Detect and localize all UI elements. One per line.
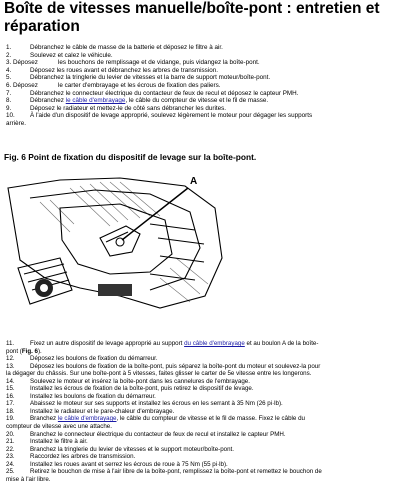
list-item bbox=[6, 476, 412, 484]
list-item bbox=[6, 423, 412, 431]
step-number: 1. bbox=[6, 44, 12, 51]
step-number: 18. bbox=[6, 407, 15, 415]
step-text: Déposez les boulons de fixation de la boîte-pont, puis séparez la boîte-pont du moteur et soulevez-la pour bbox=[30, 362, 321, 370]
list-item bbox=[6, 378, 412, 386]
step-number: 19. bbox=[6, 415, 15, 423]
step-number: 7. bbox=[6, 89, 12, 97]
step-text: Soulevez et calez le véhicule. bbox=[30, 51, 113, 59]
list-item bbox=[6, 431, 412, 439]
clutch-cable-link[interactable]: du câble d'embrayage bbox=[184, 340, 245, 347]
transaxle-lifting-point-illustration bbox=[0, 168, 230, 318]
list-item bbox=[6, 408, 412, 416]
step-text: mise à l'air libre. bbox=[6, 475, 51, 483]
callout-label: A bbox=[190, 176, 198, 187]
list-item bbox=[6, 90, 410, 98]
list-item bbox=[6, 74, 410, 82]
step-number: 6. Déposez bbox=[6, 81, 38, 89]
list-item bbox=[6, 370, 412, 378]
step-text: Installez les écrous de fixation de la boîte-pont, puis retirez le dispositif de levage. bbox=[30, 385, 254, 393]
list-item bbox=[6, 59, 410, 67]
step-number: 2. bbox=[6, 51, 12, 59]
list-item bbox=[6, 438, 412, 446]
step-number: 11. bbox=[6, 340, 15, 347]
step-text: Déposez les boulons de fixation du démarreur. bbox=[30, 355, 158, 363]
step-number: 23. bbox=[6, 453, 15, 461]
step-text: Retirez le bouchon de mise à l'air libre de la boîte-pont, remplissez la boîte-pont et remettez le bouchon de bbox=[30, 468, 322, 476]
step-text: , le câble du compteur de vitesse et le fil de masse. bbox=[125, 97, 269, 105]
step-number: 9. bbox=[6, 104, 12, 112]
step-text: le carter d'embrayage et les écrous de fixation des paliers. bbox=[58, 81, 221, 89]
step-text: À l'aide d'un dispositif de levage approprié, soulevez légèrement le moteur pour dégager les supports bbox=[30, 112, 313, 120]
installation-steps-list bbox=[6, 340, 412, 483]
step-number: 25. bbox=[6, 468, 15, 476]
step-text: ). bbox=[38, 347, 42, 355]
step-number: 13. bbox=[6, 362, 15, 370]
step-number: 14. bbox=[6, 377, 15, 385]
clutch-cable-link[interactable]: le câble d'embrayage bbox=[65, 97, 126, 105]
step-text: Fixez un autre dispositif de levage approprié au support bbox=[30, 340, 185, 347]
list-item bbox=[6, 120, 410, 128]
title-line-2: réparation bbox=[4, 18, 80, 35]
list-item bbox=[6, 348, 412, 356]
step-number: 12. bbox=[6, 355, 15, 363]
step-text: Installez les boulons de fixation du démarreur. bbox=[30, 392, 156, 400]
step-text: Installez le filtre à air. bbox=[30, 438, 88, 446]
step-text: , le câble du compteur de vitesse et le fil de masse. Fixez le câble du bbox=[116, 415, 305, 423]
list-item bbox=[6, 468, 412, 476]
list-item bbox=[6, 446, 412, 454]
list-item bbox=[6, 393, 412, 401]
step-number: 21. bbox=[6, 438, 15, 446]
list-item bbox=[6, 340, 412, 348]
step-number: 3. Déposez bbox=[6, 59, 38, 67]
step-text: Raccordez les arbres de transmission. bbox=[30, 453, 136, 461]
step-number: 24. bbox=[6, 460, 15, 468]
step-text: Branchez le connecteur électrique du contacteur de feux de recul et installez le capteur PMH. bbox=[30, 430, 286, 438]
step-text: et au boulon A de la boîte- bbox=[244, 340, 319, 347]
list-item bbox=[6, 453, 412, 461]
title-line-1: Boîte de vitesses manuelle/boîte-pont : entretien et bbox=[4, 0, 380, 17]
step-number: 5. bbox=[6, 74, 12, 82]
list-item bbox=[6, 67, 410, 75]
step-number: 15. bbox=[6, 385, 15, 393]
step-text: Débranchez bbox=[30, 97, 66, 105]
figure-reference: Fig. 6 bbox=[21, 347, 38, 355]
step-text: Soulevez le moteur et insérez la boîte-pont dans les cannelures de l'embrayage. bbox=[30, 377, 250, 385]
step-text: compteur de vitesse avec une attache. bbox=[6, 423, 112, 431]
step-number: 16. bbox=[6, 392, 15, 400]
list-item bbox=[6, 363, 412, 371]
list-item bbox=[6, 415, 412, 423]
clutch-cable-link[interactable]: le câble d'embrayage bbox=[57, 415, 117, 423]
page-title bbox=[4, 0, 412, 36]
step-text: les bouchons de remplissage et de vidange, puis vidangez la boîte-pont. bbox=[58, 59, 260, 67]
list-item bbox=[6, 385, 412, 393]
step-text: pont ( bbox=[6, 347, 22, 355]
step-number: 17. bbox=[6, 400, 15, 408]
step-number: 8. bbox=[6, 97, 12, 105]
list-item bbox=[6, 97, 410, 105]
list-item bbox=[6, 44, 410, 52]
step-text: Débranchez le câble de masse de la batterie et déposez le filtre à air. bbox=[30, 44, 223, 51]
list-item bbox=[6, 400, 412, 408]
list-item bbox=[6, 461, 412, 469]
step-number: 22. bbox=[6, 445, 15, 453]
transaxle-drawing bbox=[0, 168, 230, 318]
step-text: Abaissez le moteur sur ses supports et installez les écrous en les serrant à 35 Nm (26 pi·lb). bbox=[30, 400, 283, 408]
list-item bbox=[6, 52, 410, 60]
step-text: la dégager du châssis. Sur une boîte-pont à 5 vitesses, faites glisser le carter de 5e vitesse entre les longerons. bbox=[6, 370, 312, 378]
step-text: Branchez bbox=[30, 415, 58, 423]
list-item bbox=[6, 355, 412, 363]
list-item bbox=[6, 112, 410, 120]
step-number: 20. bbox=[6, 430, 15, 438]
step-text: Débranchez la tringlerie du levier de vitesses et la barre de support moteur/boîte-pont. bbox=[30, 74, 271, 82]
figure-caption: Fig. 6 Point de fixation du dispositif de levage sur la boîte-pont. bbox=[4, 152, 257, 162]
step-text: Installez le radiateur et le pare-chaleur d'embrayage. bbox=[30, 407, 175, 415]
step-text: Déposez le radiateur et mettez-le de côté sans débrancher les durites. bbox=[30, 104, 227, 112]
step-number: 4. bbox=[6, 66, 12, 74]
removal-steps-list bbox=[6, 44, 410, 128]
step-text: Débranchez le connecteur électrique du contacteur de feux de recul et déposez le capteur PMH. bbox=[30, 89, 299, 97]
step-text: Déposez les roues avant et débranchez les arbres de transmission. bbox=[30, 66, 218, 74]
step-text: Branchez la tringlerie du levier de vitesses et le support moteur/boîte-pont. bbox=[30, 445, 234, 453]
list-item bbox=[6, 82, 410, 90]
step-text: arrière. bbox=[6, 119, 26, 127]
step-text: Installez les roues avant et serrez les écrous de roue à 75 Nm (55 pi·lb). bbox=[30, 460, 228, 468]
step-number: 10. bbox=[6, 112, 15, 120]
